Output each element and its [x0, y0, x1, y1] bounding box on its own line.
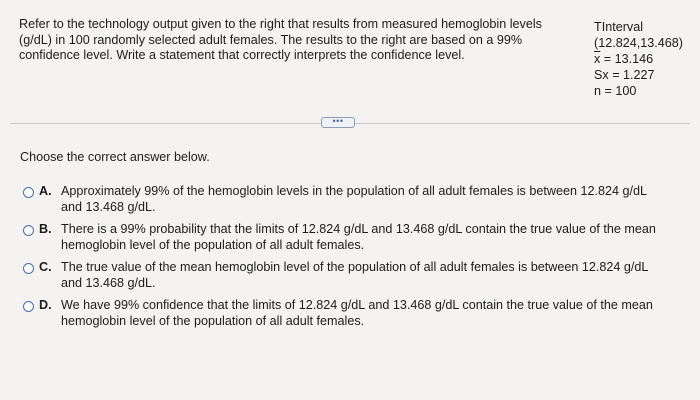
option-c[interactable]	[23, 260, 683, 291]
option-a[interactable]	[23, 184, 683, 215]
xbar-symbol: $\overline{x}$	[594, 52, 601, 66]
answer-options	[23, 184, 683, 336]
output-interval: (12.824,13.468)	[594, 36, 683, 50]
option-c-text: The true value of the mean hemoglobin level of the population of all adult females is between 12.824 g/dL and 13.468 g/dL.	[61, 260, 648, 290]
option-b-letter: B.	[39, 222, 52, 236]
technology-output	[594, 19, 683, 99]
xbar-value: = 13.146	[600, 52, 654, 66]
option-a-letter: A.	[39, 184, 52, 198]
output-n: n = 100	[594, 84, 637, 98]
option-b-text: There is a 99% probability that the limits of 12.824 g/dL and 13.468 g/dL contain the true value of the mean hemoglobin level of the population of all adult females.	[61, 222, 656, 252]
option-a-radio[interactable]	[23, 187, 34, 198]
option-d-letter: D.	[39, 298, 52, 312]
question-text: Refer to the technology output given to the right that results from measured hemoglobin levels (g/dL) in 100 randomly selected adult females. The results to the right are based on a 99% confidence level. Write a statement that correctly interprets the confidence level.	[19, 17, 542, 62]
option-d-text: We have 99% confidence that the limits of 12.824 g/dL and 13.468 g/dL contain the true value of the mean hemoglobin level of the population of all adult females.	[61, 298, 653, 328]
option-d-radio[interactable]	[23, 301, 34, 312]
option-c-letter: C.	[39, 260, 52, 274]
option-c-radio[interactable]	[23, 263, 34, 274]
option-b-radio[interactable]	[23, 225, 34, 236]
more-dots-icon: •••	[332, 115, 344, 126]
option-a-text: Approximately 99% of the hemoglobin levels in the population of all adult females is between 12.824 g/dL and 13.468 g/dL.	[61, 184, 647, 214]
output-xbar	[594, 51, 683, 67]
output-sx: Sx = 1.227	[594, 68, 655, 82]
option-d[interactable]	[23, 298, 683, 329]
option-b[interactable]	[23, 222, 683, 253]
answer-prompt: Choose the correct answer below.	[20, 150, 210, 164]
expand-more-button[interactable]	[321, 117, 355, 128]
output-title: TInterval	[594, 20, 643, 34]
